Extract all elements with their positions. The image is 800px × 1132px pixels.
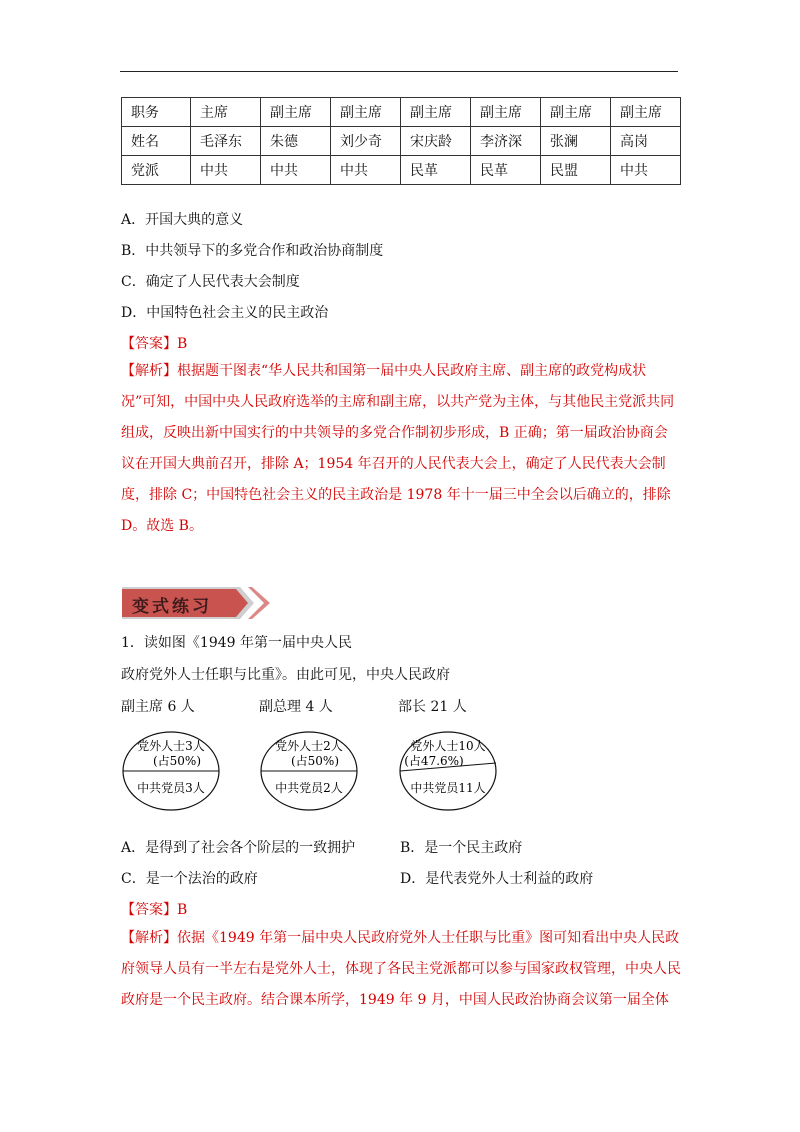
table-cell: 副主席: [611, 98, 681, 127]
analysis-text: 【解析】根据题干图表“华人民共和国第一届中央人民政府主席、副主席的政党构成状况”可知，中国中央人民政府选举的主席和副主席，以共产党为主体，与其他民主党派共同组成，反映出新中国实行的中共领导的多党合作制初步形成，B 正确；第一届政治协商会议在开国大典前召开，排除 A；1954 年召开的人民代表大会上，确定了人民代表大会制度，排除 C；中国特色社会主义的民主政治是 1978 年十一届三中全会以后确立的，排除 D。故选 B。: [121, 363, 675, 534]
table-cell: 中共: [191, 156, 261, 185]
question-stem-line2: 政府党外人士任职与比重》。由此可见，中央人民政府: [121, 667, 450, 683]
banner-label: 变式练习: [132, 597, 212, 617]
pie-chart-vice-chairman: [121, 730, 221, 812]
pie-pct-label: (占50%): [290, 754, 340, 768]
table-cell: 民革: [471, 156, 541, 185]
answer-label: 【答案】B: [121, 902, 188, 918]
answer-label: 【答案】B: [121, 336, 188, 352]
table-cell: 副主席: [261, 98, 331, 127]
table-cell: 民革: [401, 156, 471, 185]
option-a: A．开国大典的意义: [121, 212, 244, 228]
table-cell: 朱德: [261, 127, 331, 156]
option-a: A．是得到了社会各个阶层的一致拥护: [121, 840, 356, 856]
table-cell: 宋庆龄: [401, 127, 471, 156]
pie-top-label: 党外人士10人: [410, 739, 486, 753]
option-c: C．确定了人民代表大会制度: [121, 274, 300, 290]
table-cell: 毛泽东: [191, 127, 261, 156]
pie-chart-minister: [398, 730, 498, 812]
table-cell: 职务: [122, 98, 191, 127]
chart-title: 副主席 6 人: [121, 699, 195, 715]
table-cell: 李济深: [471, 127, 541, 156]
table-row: [122, 98, 681, 127]
option-b: B．是一个民主政府: [400, 840, 523, 856]
question-stem-line1: 1．读如图《1949 年第一届中央人民: [121, 635, 352, 651]
chart-title: 部长 21 人: [398, 699, 467, 715]
table-row: [122, 127, 681, 156]
table-cell: 刘少奇: [331, 127, 401, 156]
pie-chart-vice-premier: [259, 730, 359, 812]
option-d: D．中国特色社会主义的民主政治: [121, 305, 329, 321]
table-cell: 主席: [191, 98, 261, 127]
pie-top-label: 党外人士2人: [275, 739, 343, 753]
table-cell: 副主席: [331, 98, 401, 127]
table-cell: 中共: [611, 156, 681, 185]
pie-pct-label: (占50%): [152, 754, 202, 768]
table-cell: 副主席: [471, 98, 541, 127]
pie-bottom-label: 中共党员2人: [275, 781, 343, 795]
option-d: D．是代表党外人士利益的政府: [400, 871, 594, 887]
table-cell: 张澜: [541, 127, 611, 156]
pie-bottom-label: 中共党员3人: [137, 781, 205, 795]
analysis-text: 【解析】依据《1949 年第一届中央人民政府党外人士任职与比重》图可知看出中央人民政府领导人员有一半左右是党外人士，体现了各民主党派都可以参与国家政权管理，中央人民政府是一个民主政府。结合课本所学，1949 年 9 月，中国人民政治协商会议第一届全体: [121, 930, 681, 1008]
pie-top-label: 党外人士3人: [137, 739, 205, 753]
pie-bottom-label: 中共党员11人: [410, 781, 486, 795]
table-cell: 副主席: [541, 98, 611, 127]
table-cell: 姓名: [122, 127, 191, 156]
chart-title: 副总理 4 人: [259, 699, 333, 715]
table-cell: 高岗: [611, 127, 681, 156]
pie-pct-label: (占47.6%): [404, 754, 464, 768]
section-banner: [122, 585, 272, 621]
header-rule: [120, 71, 678, 72]
option-b: B．中共领导下的多党合作和政治协商制度: [121, 243, 384, 259]
table-cell: 中共: [261, 156, 331, 185]
table-cell: 党派: [122, 156, 191, 185]
table-cell: 副主席: [401, 98, 471, 127]
table-cell: 民盟: [541, 156, 611, 185]
table-cell: 中共: [331, 156, 401, 185]
option-c: C．是一个法治的政府: [121, 871, 258, 887]
table-row: [122, 156, 681, 185]
party-composition-table: [121, 97, 681, 185]
